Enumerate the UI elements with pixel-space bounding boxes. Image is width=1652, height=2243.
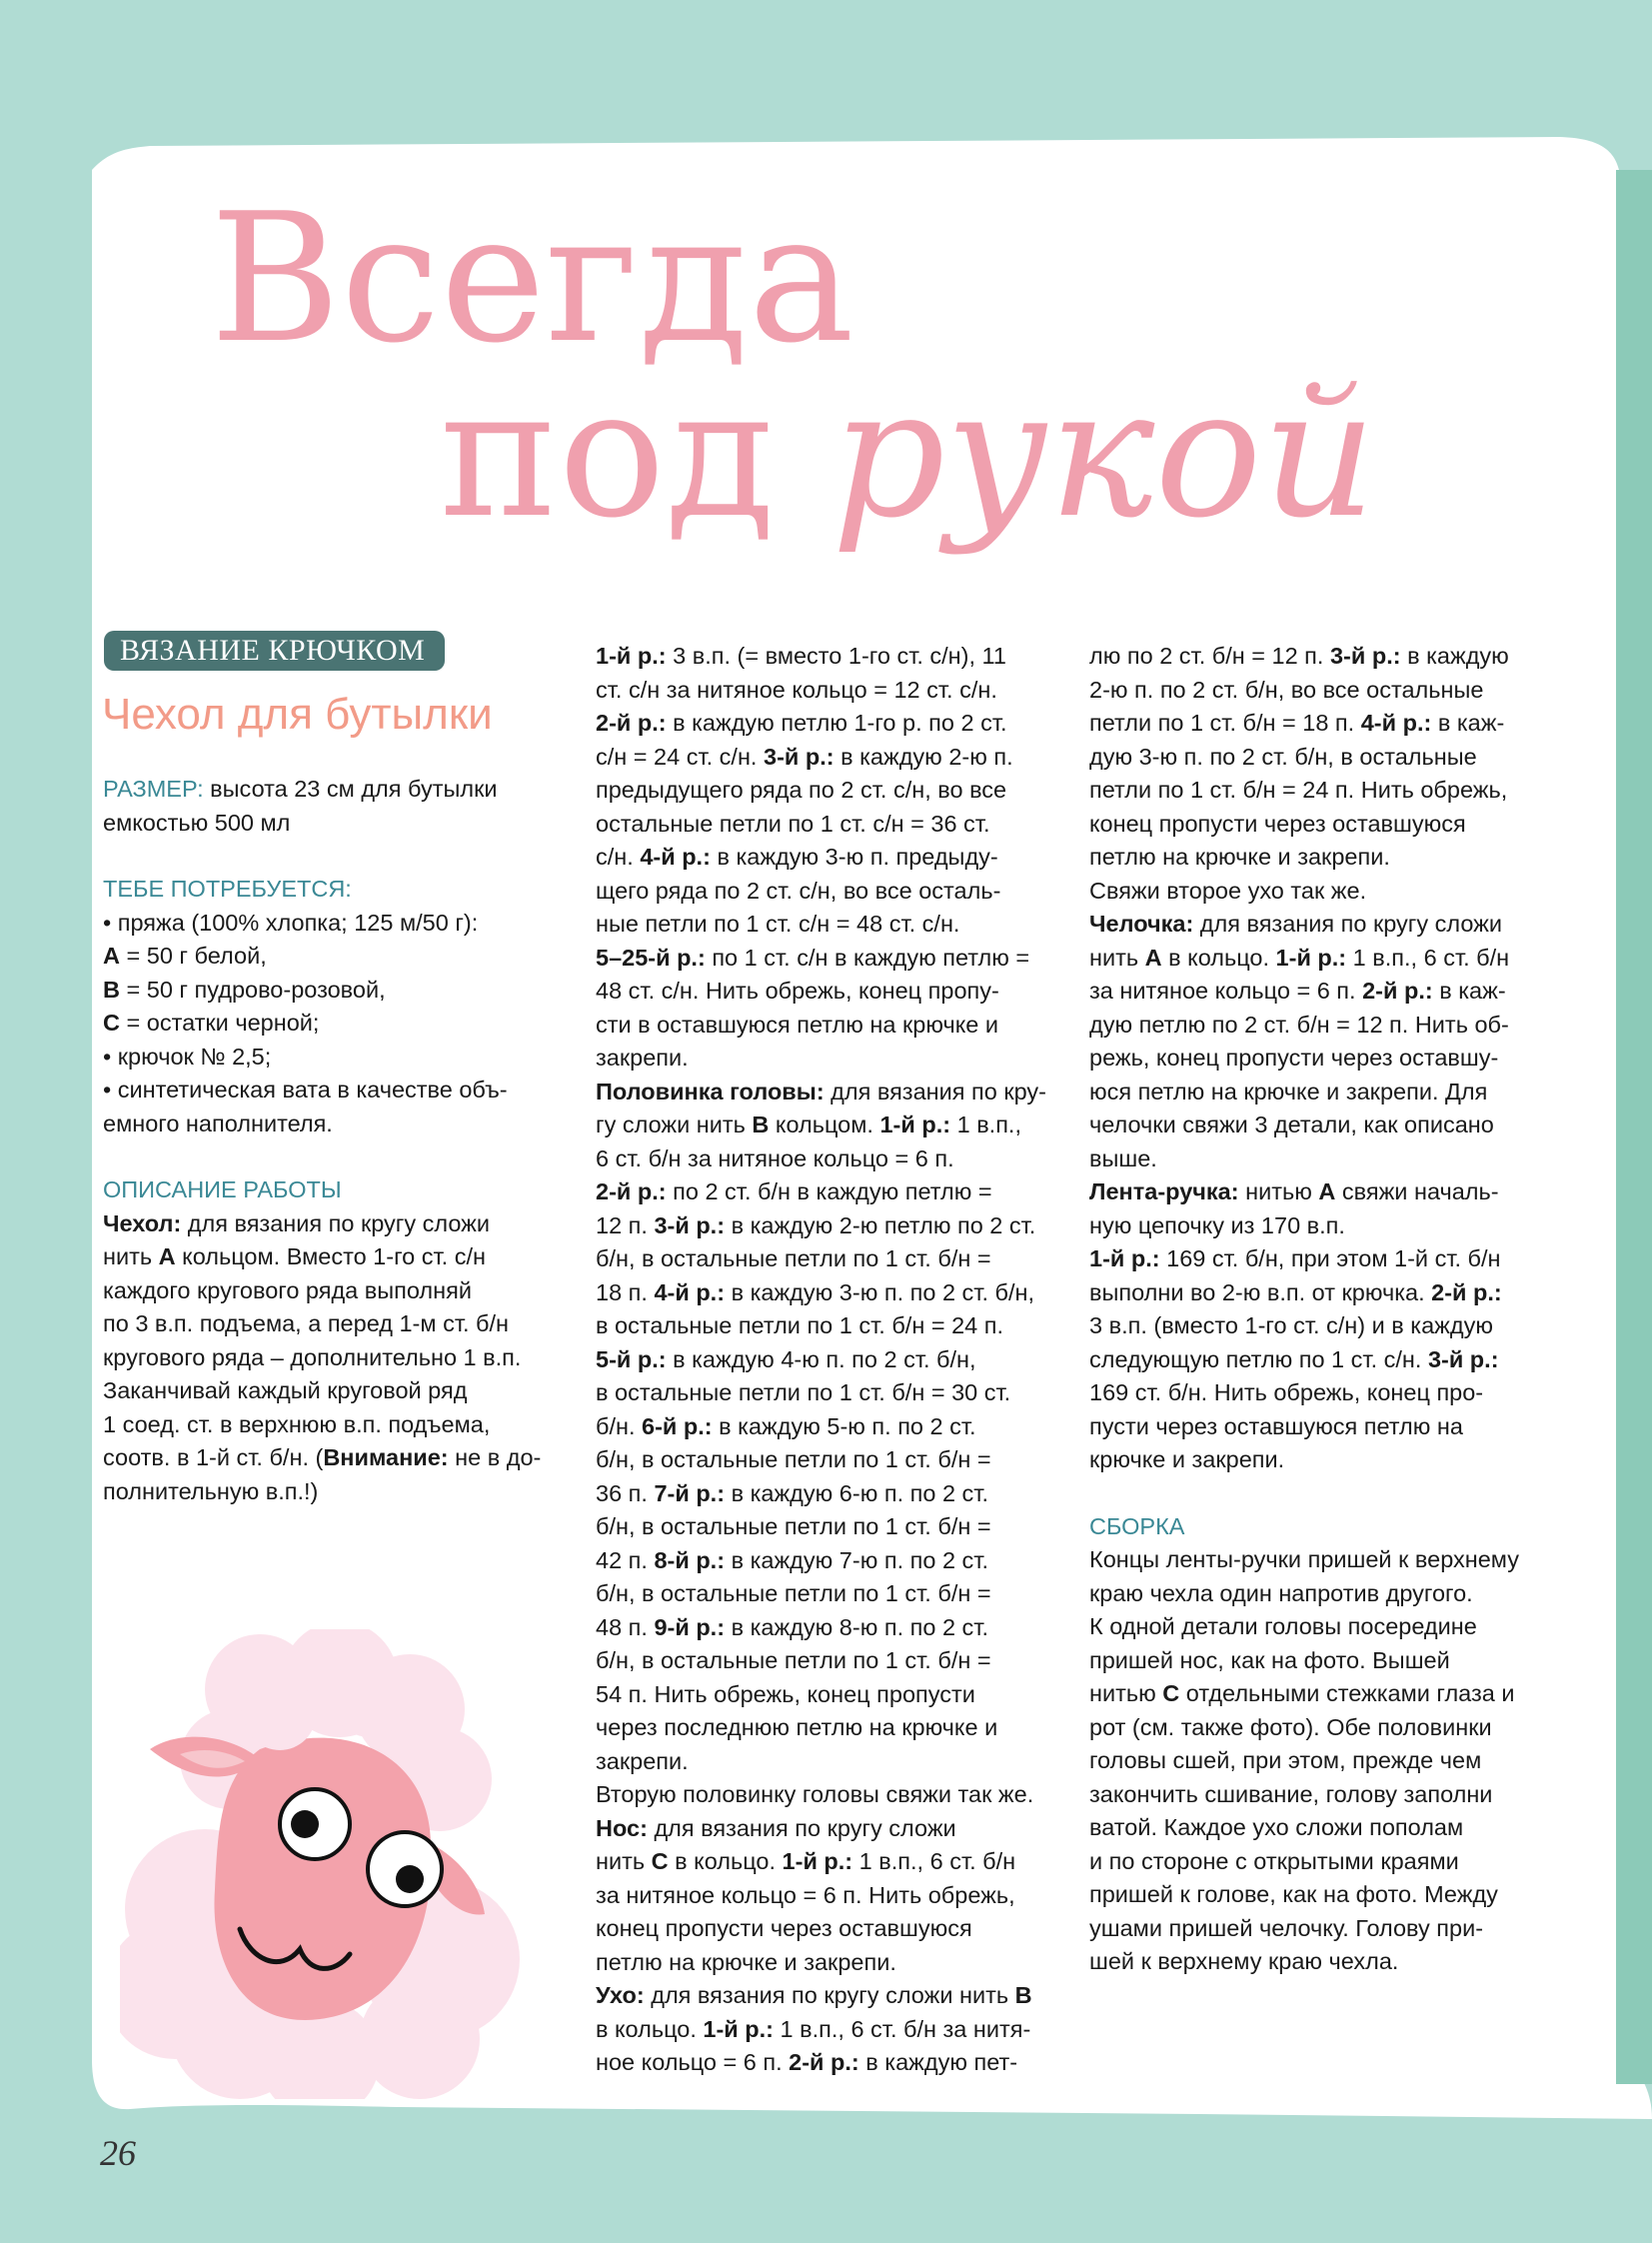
text-run: в каждую 6-ю п. по 2 ст. xyxy=(725,1479,988,1506)
bold-term: 2-й р.: xyxy=(1362,978,1433,1004)
text-run: в каждую 4-ю п. по 2 ст. б/н, xyxy=(666,1345,976,1372)
text-line xyxy=(103,773,583,807)
bold-term: А xyxy=(103,943,120,969)
text-line xyxy=(1089,1209,1569,1243)
text-line xyxy=(1089,1076,1569,1110)
text-line xyxy=(1089,1912,1569,1946)
text-run: сти в оставшуюся петлю на крючке и xyxy=(596,1011,998,1038)
text-run: рот (см. также фото). Обе половинки xyxy=(1089,1713,1492,1740)
text-run: Концы ленты-ручки пришей к верхнему xyxy=(1089,1546,1519,1572)
text-run: ное кольцо = 6 п. xyxy=(596,2049,790,2075)
bold-term: 3-й р.: xyxy=(654,1211,726,1238)
text-line xyxy=(1089,741,1569,775)
bold-term: Ухо: xyxy=(596,1982,645,2008)
text-line xyxy=(103,1408,583,1442)
bold-term: 6-й р.: xyxy=(642,1412,713,1439)
text-line xyxy=(596,1510,1075,1544)
text-run: с/н. xyxy=(596,844,641,870)
text-run: ную цепочку из 170 в.п. xyxy=(1089,1211,1345,1238)
text-line xyxy=(1089,640,1569,674)
text-run: челочки свяжи 3 детали, как описано xyxy=(1089,1112,1494,1137)
text-line xyxy=(596,2013,1075,2047)
text-line xyxy=(596,1711,1075,1745)
bold-term: 8-й р.: xyxy=(654,1546,726,1573)
text-line xyxy=(596,1879,1075,1913)
bold-term: 1-й р.: xyxy=(782,1848,853,1874)
text-line xyxy=(596,1778,1075,1812)
text-line xyxy=(596,2046,1075,2080)
text-run: в остальные петли по 1 ст. б/н = 30 ст. xyxy=(596,1379,1011,1405)
text-line xyxy=(596,1276,1075,1310)
bold-term: Половинка головы: xyxy=(596,1078,825,1105)
text-run: Заканчивай каждый круговой ряд xyxy=(103,1377,468,1403)
text-run: выше. xyxy=(1089,1144,1157,1171)
text-line xyxy=(1089,1309,1569,1343)
text-run: ушами пришей челочку. Голову при- xyxy=(1089,1914,1484,1941)
text-run: кольцом. xyxy=(769,1112,880,1137)
text-run: пусти через оставшуюся петлю на xyxy=(1089,1412,1463,1439)
text-run: в каждую петлю 1-го р. по 2 ст. xyxy=(666,710,1007,736)
text-run: 169 ст. б/н, при этом 1-й ст. б/н xyxy=(1159,1245,1501,1271)
text-run: 36 п. xyxy=(596,1479,655,1506)
text-line xyxy=(596,1076,1075,1110)
text-line xyxy=(103,873,583,907)
bold-term: 5-й р.: xyxy=(596,1345,667,1372)
text-run: = остатки черной; xyxy=(119,1010,320,1036)
text-run: К одной детали головы посередине xyxy=(1089,1613,1477,1639)
text-line xyxy=(596,1912,1075,1946)
text-line xyxy=(103,1475,583,1509)
text-line xyxy=(103,940,583,974)
text-run: крючке и закрепи. xyxy=(1089,1446,1285,1472)
bold-term: В xyxy=(752,1112,770,1137)
text-line xyxy=(103,907,583,941)
bold-term: 3-й р.: xyxy=(1427,1345,1499,1372)
bold-term: 4-й р.: xyxy=(640,844,711,870)
text-run: гу сложи нить xyxy=(596,1112,753,1137)
bold-term: Лента-ручка: xyxy=(1089,1178,1239,1204)
text-line xyxy=(103,1173,583,1207)
bold-term: 9-й р.: xyxy=(654,1613,726,1640)
bold-term: 2-й р.: xyxy=(1431,1278,1502,1305)
bold-term: А xyxy=(158,1243,176,1269)
text-line xyxy=(596,1242,1075,1276)
text-run: закончить сшивание, голову заполни xyxy=(1089,1780,1493,1807)
text-line xyxy=(596,1812,1075,1846)
text-run: и по стороне с открытыми краями xyxy=(1089,1847,1459,1874)
bold-term: С xyxy=(651,1848,669,1874)
text-run: в каждую 3-ю п. предыду- xyxy=(710,844,998,870)
text-run: 169 ст. б/н. Нить обрежь, конец про- xyxy=(1089,1379,1484,1405)
text-run: в каждую 2-ю петлю по 2 ст. xyxy=(725,1211,1036,1238)
bold-term: 3-й р.: xyxy=(764,743,834,770)
text-run: в кольцо. xyxy=(668,1848,783,1874)
text-run: конец пропусти через оставшуюся xyxy=(596,1915,972,1941)
text-run: в каждую пет- xyxy=(858,2049,1018,2075)
text-line xyxy=(596,875,1075,909)
text-run: нить xyxy=(103,1243,159,1269)
text-line xyxy=(1089,1577,1569,1611)
text-run: в кольцо. xyxy=(596,2015,704,2042)
text-line xyxy=(1089,1510,1569,1544)
text-column-1 xyxy=(103,773,583,1508)
text-line xyxy=(1089,707,1569,741)
text-run: • крючок № 2,5; xyxy=(103,1043,272,1070)
text-run: пришей к голове, как на фото. Между xyxy=(1089,1881,1498,1907)
text-line xyxy=(596,674,1075,708)
text-run: для вязания по кругу сложи xyxy=(181,1209,491,1236)
text-run: 3 в.п. (= вместо 1-го ст. с/н), 11 xyxy=(666,643,1006,669)
text-run: в каж- xyxy=(1431,710,1505,736)
text-run: в каждую 3-ю п. по 2 ст. б/н, xyxy=(725,1278,1035,1305)
text-run: Вторую половинку головы свяжи так же. xyxy=(596,1781,1034,1807)
text-line xyxy=(1089,1175,1569,1209)
headline-line-1: Всегда xyxy=(210,175,854,382)
text-line xyxy=(596,1209,1075,1243)
text-run: 1 соед. ст. в верхнюю в.п. подъема, xyxy=(103,1410,491,1437)
text-run: 48 ст. с/н. Нить обрежь, конец пропу- xyxy=(596,978,999,1004)
text-line xyxy=(596,1042,1075,1076)
bold-term: 2-й р.: xyxy=(789,2049,859,2075)
text-run: за нитяное кольцо = 6 п. xyxy=(1089,978,1363,1004)
text-line xyxy=(1089,1142,1569,1176)
text-run: в каждую 2-ю п. xyxy=(833,743,1013,770)
text-run: полнительную в.п.!) xyxy=(103,1477,319,1504)
bold-term: 4-й р.: xyxy=(1360,710,1432,736)
text-run: емного наполнителя. xyxy=(103,1110,333,1136)
text-run: кольцом. Вместо 1-го ст. с/н xyxy=(175,1243,486,1269)
text-run: 6 ст. б/н за нитяное кольцо = 6 п. xyxy=(596,1144,954,1171)
text-line xyxy=(596,975,1075,1009)
headline-italic: рукой xyxy=(830,350,1377,557)
paragraph-gap xyxy=(1089,1477,1569,1510)
text-run: пришей нос, как на фото. Вышей xyxy=(1089,1646,1450,1673)
text-run: отдельными стежками глаза и xyxy=(1179,1680,1515,1706)
text-run: краю чехла один напротив другого. xyxy=(1089,1579,1473,1606)
text-line xyxy=(596,1946,1075,1980)
section-heading: РАЗМЕР: xyxy=(103,776,204,802)
text-run: петли по 1 ст. б/н = 24 п. Нить обрежь, xyxy=(1089,777,1508,803)
text-line xyxy=(596,1544,1075,1578)
text-run: конец пропусти через оставшуюся xyxy=(1089,810,1466,837)
text-line xyxy=(596,1979,1075,2013)
category-badge: ВЯЗАНИЕ КРЮЧКОМ xyxy=(104,631,445,671)
text-line xyxy=(596,1109,1075,1142)
text-column-2 xyxy=(596,640,1075,2080)
text-run: остальные петли по 1 ст. с/н = 36 ст. xyxy=(596,810,990,837)
page-number: 26 xyxy=(100,2133,136,2173)
text-run: режь, конец пропусти через оставшу- xyxy=(1089,1045,1499,1071)
text-line xyxy=(103,1307,583,1341)
text-run: по 2 ст. б/н в каждую петлю = xyxy=(666,1178,992,1204)
text-run: = 50 г пудрово-розовой, xyxy=(119,976,386,1003)
project-title: Чехол для бутылки xyxy=(102,690,493,739)
text-line xyxy=(1089,1343,1569,1377)
text-line xyxy=(1089,1677,1569,1711)
text-run: • пряжа (100% хлопка; 125 м/50 г): xyxy=(103,909,479,936)
text-run: 12 п. xyxy=(596,1211,655,1238)
text-line xyxy=(103,1074,583,1108)
text-line xyxy=(596,1142,1075,1176)
text-run: выполни во 2-ю в.п. от крючка. xyxy=(1089,1278,1432,1305)
text-line xyxy=(1089,1242,1569,1276)
text-run: петлю на крючке и закрепи. xyxy=(1089,844,1390,870)
bold-term: 4-й р.: xyxy=(654,1278,726,1305)
text-line xyxy=(103,1041,583,1075)
text-run: в кольцо. xyxy=(1161,944,1276,971)
text-run: емкостью 500 мл xyxy=(103,809,291,836)
text-line xyxy=(1089,1644,1569,1678)
text-line xyxy=(103,1240,583,1274)
bold-term: 3-й р.: xyxy=(1329,643,1401,669)
text-run: каждого кругового ряда выполняй xyxy=(103,1276,472,1303)
bold-term: 1-й р.: xyxy=(596,643,667,669)
text-line xyxy=(1089,1845,1569,1879)
bold-term: А xyxy=(1144,944,1162,971)
text-run: дую 3-ю п. по 2 ст. б/н, в остальные xyxy=(1089,743,1477,770)
bold-term: С xyxy=(103,1010,120,1036)
paragraph-gap xyxy=(103,1140,583,1173)
text-line xyxy=(596,1745,1075,1779)
bold-term: Челочка: xyxy=(1089,911,1194,937)
text-run: 54 п. Нить обрежь, конец пропусти xyxy=(596,1680,975,1707)
text-run: юся петлю на крючке и закрепи. Для xyxy=(1089,1078,1488,1105)
text-line xyxy=(1089,1878,1569,1912)
text-run: за нитяное кольцо = 6 п. Нить обрежь, xyxy=(596,1881,1015,1908)
text-run: • синтетическая вата в качестве объ- xyxy=(103,1077,508,1103)
text-run: 42 п. xyxy=(596,1546,655,1573)
text-run: б/н, в остальные петли по 1 ст. б/н = xyxy=(596,1446,991,1472)
text-line xyxy=(103,1207,583,1241)
text-run: в каждую 7-ю п. по 2 ст. xyxy=(725,1546,988,1573)
text-run: ные петли по 1 ст. с/н = 48 ст. с/н. xyxy=(596,911,960,937)
text-run: Свяжи второе ухо так же. xyxy=(1089,877,1367,904)
text-run: 48 п. xyxy=(596,1613,655,1640)
text-line xyxy=(103,807,583,841)
text-run: с/н = 24 ст. с/н. xyxy=(596,743,764,770)
text-line xyxy=(596,1175,1075,1209)
text-run: щего ряда по 2 ст. с/н, во все осталь- xyxy=(596,877,1001,904)
text-line xyxy=(1089,1945,1569,1979)
text-run: нить xyxy=(1089,944,1145,971)
bold-term: 5–25-й р.: xyxy=(596,944,706,971)
text-line xyxy=(1089,1811,1569,1845)
text-line xyxy=(596,1845,1075,1879)
text-line xyxy=(1089,1276,1569,1310)
bold-term: С xyxy=(1162,1680,1180,1706)
text-run: 18 п. xyxy=(596,1278,655,1305)
text-line xyxy=(1089,1711,1569,1745)
text-run: высота 23 см для бутылки xyxy=(203,776,498,802)
text-line xyxy=(596,707,1075,741)
text-run: 2-ю п. по 2 ст. б/н, во все остальные xyxy=(1089,676,1484,703)
text-run: шей к верхнему краю чехла. xyxy=(1089,1948,1399,1974)
text-line xyxy=(596,1644,1075,1678)
text-line xyxy=(1089,942,1569,976)
text-run: следующую петлю по 1 ст. с/н. xyxy=(1089,1345,1428,1372)
text-line xyxy=(596,1477,1075,1511)
text-line xyxy=(103,974,583,1008)
text-run: 3 в.п. (вместо 1-го ст. с/н) и в каждую xyxy=(1089,1312,1493,1338)
text-run: б/н, в остальные петли по 1 ст. б/н = xyxy=(596,1245,991,1271)
text-line xyxy=(103,1274,583,1308)
text-line xyxy=(1089,1744,1569,1778)
text-run: б/н, в остальные петли по 1 ст. б/н = xyxy=(596,1513,991,1539)
text-line xyxy=(103,1341,583,1375)
bold-term: 7-й р.: xyxy=(654,1479,726,1506)
text-run: свяжи началь- xyxy=(1335,1178,1499,1204)
text-run: б/н. xyxy=(596,1412,643,1439)
text-line xyxy=(596,908,1075,942)
text-run: по 1 ст. с/н в каждую петлю = xyxy=(705,944,1030,971)
text-line xyxy=(103,1007,583,1041)
text-line xyxy=(596,1343,1075,1377)
text-run: б/н, в остальные петли по 1 ст. б/н = xyxy=(596,1647,991,1673)
text-run: в каж- xyxy=(1432,978,1506,1004)
text-line xyxy=(1089,808,1569,842)
text-run: закрепи. xyxy=(596,1045,689,1071)
text-line xyxy=(1089,975,1569,1009)
text-run: 1 в.п., 6 ст. б/н за нитя- xyxy=(774,2015,1031,2042)
text-line xyxy=(1089,1410,1569,1444)
text-line xyxy=(1089,1443,1569,1477)
text-line xyxy=(596,942,1075,976)
text-run: в остальные петли по 1 ст. б/н = 24 п. xyxy=(596,1312,1004,1338)
text-run: петлю на крючке и закрепи. xyxy=(596,1948,896,1975)
text-line xyxy=(596,1309,1075,1343)
text-run: для вязания по кругу сложи xyxy=(1193,911,1503,937)
text-line xyxy=(596,1009,1075,1043)
text-run: для вязания по кру- xyxy=(824,1078,1046,1105)
text-run: по 3 в.п. подъема, а перед 1-м ст. б/н xyxy=(103,1310,510,1336)
text-run: 1 в.п., 6 ст. б/н xyxy=(852,1848,1016,1874)
bold-term: В xyxy=(1014,1982,1032,2008)
text-run: головы сшей, при этом, прежде чем xyxy=(1089,1747,1482,1773)
bold-term: 2-й р.: xyxy=(596,710,667,736)
text-run: = 50 г белой, xyxy=(119,943,267,969)
bold-term: Нос: xyxy=(596,1814,648,1841)
bold-term: 1-й р.: xyxy=(1089,1245,1160,1271)
text-line xyxy=(596,1678,1075,1712)
headline-line-2 xyxy=(440,350,1377,557)
text-run: через последнюю петлю на крючке и xyxy=(596,1714,998,1740)
text-line xyxy=(1089,1042,1569,1076)
text-line xyxy=(596,774,1075,808)
text-run: для вязания по кругу сложи xyxy=(647,1814,956,1841)
bold-term: 1-й р.: xyxy=(703,2015,774,2042)
text-run: 1 в.п., xyxy=(950,1112,1021,1137)
text-line xyxy=(1089,1376,1569,1410)
text-run: б/н, в остальные петли по 1 ст. б/н = xyxy=(596,1580,991,1606)
text-line xyxy=(596,1410,1075,1444)
text-line xyxy=(103,1441,583,1475)
text-run: нитью xyxy=(1238,1178,1319,1204)
text-run: ст. с/н за нитяное кольцо = 12 ст. с/н. xyxy=(596,676,997,703)
teal-side-strip xyxy=(1616,170,1652,2084)
text-line xyxy=(596,841,1075,875)
text-run: дую петлю по 2 ст. б/н = 12 п. Нить об- xyxy=(1089,1011,1509,1038)
sheep-illustration xyxy=(120,1629,560,2099)
text-line xyxy=(596,808,1075,842)
bold-term: 1-й р.: xyxy=(1275,944,1347,971)
text-run: нить xyxy=(596,1848,652,1874)
bold-term: В xyxy=(103,976,120,1003)
text-line xyxy=(596,741,1075,775)
text-run: 1 в.п., 6 ст. б/н xyxy=(1346,944,1510,971)
text-run: предыдущего ряда по 2 ст. с/н, во все xyxy=(596,777,1007,803)
text-line xyxy=(596,640,1075,674)
text-line xyxy=(1089,1610,1569,1644)
bold-term: 2-й р.: xyxy=(596,1178,667,1204)
text-line xyxy=(596,1577,1075,1611)
text-run: кругового ряда – дополнительно 1 в.п. xyxy=(103,1343,522,1370)
text-line xyxy=(103,1374,583,1408)
text-line xyxy=(1089,674,1569,708)
text-column-3 xyxy=(1089,640,1569,1979)
bold-term: Внимание: xyxy=(323,1444,449,1470)
bold-term: Чехол: xyxy=(103,1209,182,1236)
headline-regular: под xyxy=(440,350,831,557)
text-run: в каждую 5-ю п. по 2 ст. xyxy=(712,1412,976,1439)
text-run: нитью xyxy=(1089,1680,1163,1706)
text-run: петли по 1 ст. б/н = 18 п. xyxy=(1089,710,1361,736)
text-run: соотв. в 1-й ст. б/н. ( xyxy=(103,1444,324,1470)
text-line xyxy=(1089,774,1569,808)
bold-term: 1-й р.: xyxy=(879,1112,951,1137)
text-run: в каждую 8-ю п. по 2 ст. xyxy=(725,1613,988,1640)
text-run: закрепи. xyxy=(596,1747,689,1774)
text-line xyxy=(1089,841,1569,875)
paragraph-gap xyxy=(103,840,583,873)
text-line xyxy=(596,1443,1075,1477)
text-line xyxy=(1089,875,1569,909)
section-heading: СБОРКА xyxy=(1089,1512,1185,1539)
bold-term: А xyxy=(1318,1178,1336,1204)
text-line xyxy=(1089,1009,1569,1043)
text-run: в каждую xyxy=(1400,643,1509,669)
section-heading: ТЕБЕ ПОТРЕБУЕТСЯ: xyxy=(103,876,352,902)
text-run: ватой. Каждое ухо сложи пополам xyxy=(1089,1814,1464,1840)
section-heading: ОПИСАНИЕ РАБОТЫ xyxy=(103,1176,342,1202)
text-line xyxy=(103,1108,583,1141)
text-line xyxy=(1089,1778,1569,1812)
text-line xyxy=(1089,1543,1569,1577)
text-run: не в до- xyxy=(448,1444,542,1470)
text-line xyxy=(596,1376,1075,1410)
text-run: для вязания по кругу сложи нить xyxy=(644,1982,1015,2008)
text-line xyxy=(596,1611,1075,1645)
text-run: лю по 2 ст. б/н = 12 п. xyxy=(1089,643,1330,669)
text-line xyxy=(1089,908,1569,942)
text-line xyxy=(1089,1109,1569,1142)
